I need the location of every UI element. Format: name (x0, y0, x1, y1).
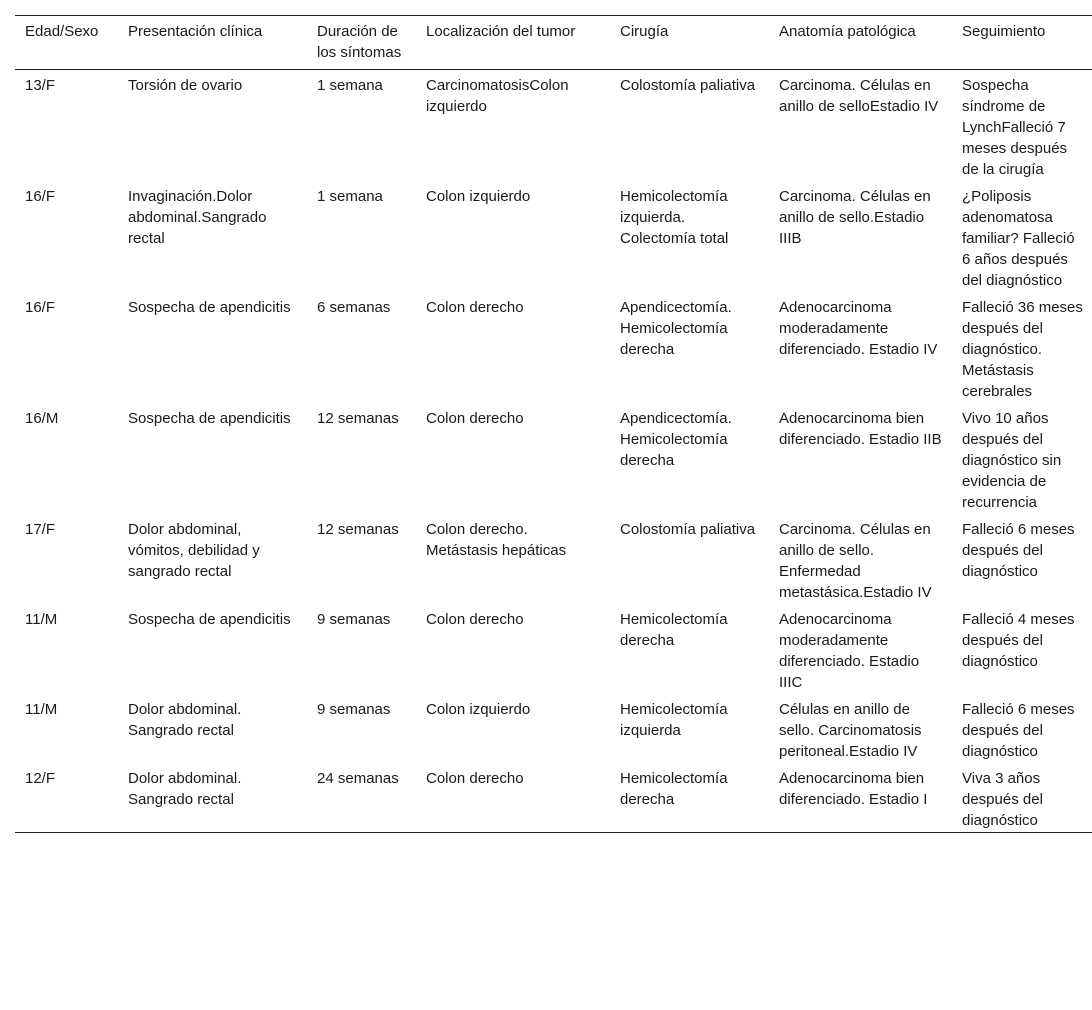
header-row (15, 16, 1092, 70)
cell-duracion-sintomas: 12 semanas (317, 410, 399, 427)
cell-presentacion-clinica: Dolor abdominal. Sangrado rectal (128, 770, 242, 808)
cell-anatomia-patologica: Carcinoma. Células en anillo de selloEstadio IV (779, 77, 939, 115)
cell-presentacion-clinica: Sospecha de apendicitis (128, 611, 291, 628)
cell-localizacion-tumor: CarcinomatosisColon izquierdo (426, 77, 569, 115)
cell-localizacion-tumor: Colon derecho (426, 770, 524, 787)
cell-duracion-sintomas: 9 semanas (317, 611, 391, 628)
cell-edad-sexo: 11/M (25, 611, 58, 628)
header-cell-presentacion-clinica: Presentación clínica (128, 23, 263, 40)
cell-duracion-sintomas: 24 semanas (317, 770, 399, 787)
cell-edad-sexo: 17/F (25, 521, 56, 538)
cell-anatomia-patologica: Adenocarcinoma bien diferenciado. Estadio IIB (779, 410, 942, 448)
table-header (15, 16, 1092, 70)
cell-duracion-sintomas: 1 semana (317, 77, 383, 94)
cell-anatomia-patologica: Adenocarcinoma moderadamente diferenciado. Estadio IV (779, 299, 938, 358)
cell-cirugia: Hemicolectomía izquierda. Colectomía total (620, 188, 729, 247)
header-cell-localizacion-tumor: Localización del tumor (426, 23, 576, 40)
cell-edad-sexo: 16/M (25, 410, 59, 427)
cell-duracion-sintomas: 12 semanas (317, 521, 399, 538)
cell-cirugia: Colostomía paliativa (620, 77, 756, 94)
table-row (15, 403, 1092, 514)
cell-localizacion-tumor: Colon derecho (426, 611, 524, 628)
cell-presentacion-clinica: Invaginación.Dolor abdominal.Sangrado rectal (128, 188, 267, 247)
cell-seguimiento: Falleció 36 meses después del diagnóstico. Metástasis cerebrales (962, 299, 1083, 400)
cell-localizacion-tumor: Colon izquierdo (426, 188, 531, 205)
cell-localizacion-tumor: Colon izquierdo (426, 701, 531, 718)
cell-anatomia-patologica: Adenocarcinoma bien diferenciado. Estadio I (779, 770, 928, 808)
cell-anatomia-patologica: Células en anillo de sello. Carcinomatosis peritoneal.Estadio IV (779, 701, 922, 760)
cell-presentacion-clinica: Sospecha de apendicitis (128, 410, 291, 427)
cell-presentacion-clinica: Sospecha de apendicitis (128, 299, 291, 316)
cell-presentacion-clinica: Dolor abdominal. Sangrado rectal (128, 701, 242, 739)
table-row (15, 604, 1092, 694)
cell-anatomia-patologica: Adenocarcinoma moderadamente diferenciado. Estadio IIIC (779, 611, 920, 691)
cell-seguimiento: ¿Poliposis adenomatosa familiar? Falleció 6 años después del diagnóstico (962, 188, 1075, 289)
cell-cirugia: Colostomía paliativa (620, 521, 756, 538)
table-row (15, 70, 1092, 182)
cell-localizacion-tumor: Colon derecho (426, 299, 524, 316)
cell-cirugia: Hemicolectomía derecha (620, 611, 728, 649)
cell-cirugia: Hemicolectomía derecha (620, 770, 728, 808)
cell-duracion-sintomas: 6 semanas (317, 299, 391, 316)
header-cell-seguimiento: Seguimiento (962, 23, 1046, 40)
clinical-cases-table (15, 15, 1092, 833)
cell-localizacion-tumor: Colon derecho (426, 410, 524, 427)
cell-duracion-sintomas: 9 semanas (317, 701, 391, 718)
table-row (15, 292, 1092, 403)
cell-edad-sexo: 13/F (25, 77, 56, 94)
cell-seguimiento: Falleció 4 meses después del diagnóstico (962, 611, 1075, 670)
header-cell-edad-sexo: Edad/Sexo (25, 23, 99, 40)
cell-presentacion-clinica: Dolor abdominal, vómitos, debilidad y sangrado rectal (128, 521, 260, 580)
header-cell-duracion-sintomas: Duración de los síntomas (317, 23, 402, 61)
cell-seguimiento: Falleció 6 meses después del diagnóstico (962, 521, 1075, 580)
cell-seguimiento: Falleció 6 meses después del diagnóstico (962, 701, 1075, 760)
cell-edad-sexo: 11/M (25, 701, 58, 718)
cell-cirugia: Apendicectomía. Hemicolectomía derecha (620, 299, 732, 358)
cell-edad-sexo: 16/F (25, 299, 56, 316)
cell-seguimiento: Sospecha síndrome de LynchFalleció 7 meses después de la cirugía (962, 77, 1068, 178)
table-row (15, 763, 1092, 833)
table-row (15, 694, 1092, 763)
cell-localizacion-tumor: Colon derecho. Metástasis hepáticas (426, 521, 567, 559)
cell-seguimiento: Vivo 10 años después del diagnóstico sin evidencia de recurrencia (962, 410, 1062, 511)
cell-edad-sexo: 16/F (25, 188, 56, 205)
table-row (15, 181, 1092, 292)
cell-duracion-sintomas: 1 semana (317, 188, 383, 205)
cell-presentacion-clinica: Torsión de ovario (128, 77, 243, 94)
table-body (15, 70, 1092, 833)
header-cell-cirugia: Cirugía (620, 23, 669, 40)
cell-edad-sexo: 12/F (25, 770, 56, 787)
table-row (15, 514, 1092, 604)
cell-cirugia: Apendicectomía. Hemicolectomía derecha (620, 410, 732, 469)
cell-anatomia-patologica: Carcinoma. Células en anillo de sello.Estadio IIIB (779, 188, 931, 247)
cell-seguimiento: Viva 3 años después del diagnóstico (962, 770, 1043, 829)
header-cell-anatomia-patologica: Anatomía patológica (779, 23, 916, 40)
cell-cirugia: Hemicolectomía izquierda (620, 701, 728, 739)
cell-anatomia-patologica: Carcinoma. Células en anillo de sello. Enfermedad metastásica.Estadio IV (779, 521, 932, 601)
